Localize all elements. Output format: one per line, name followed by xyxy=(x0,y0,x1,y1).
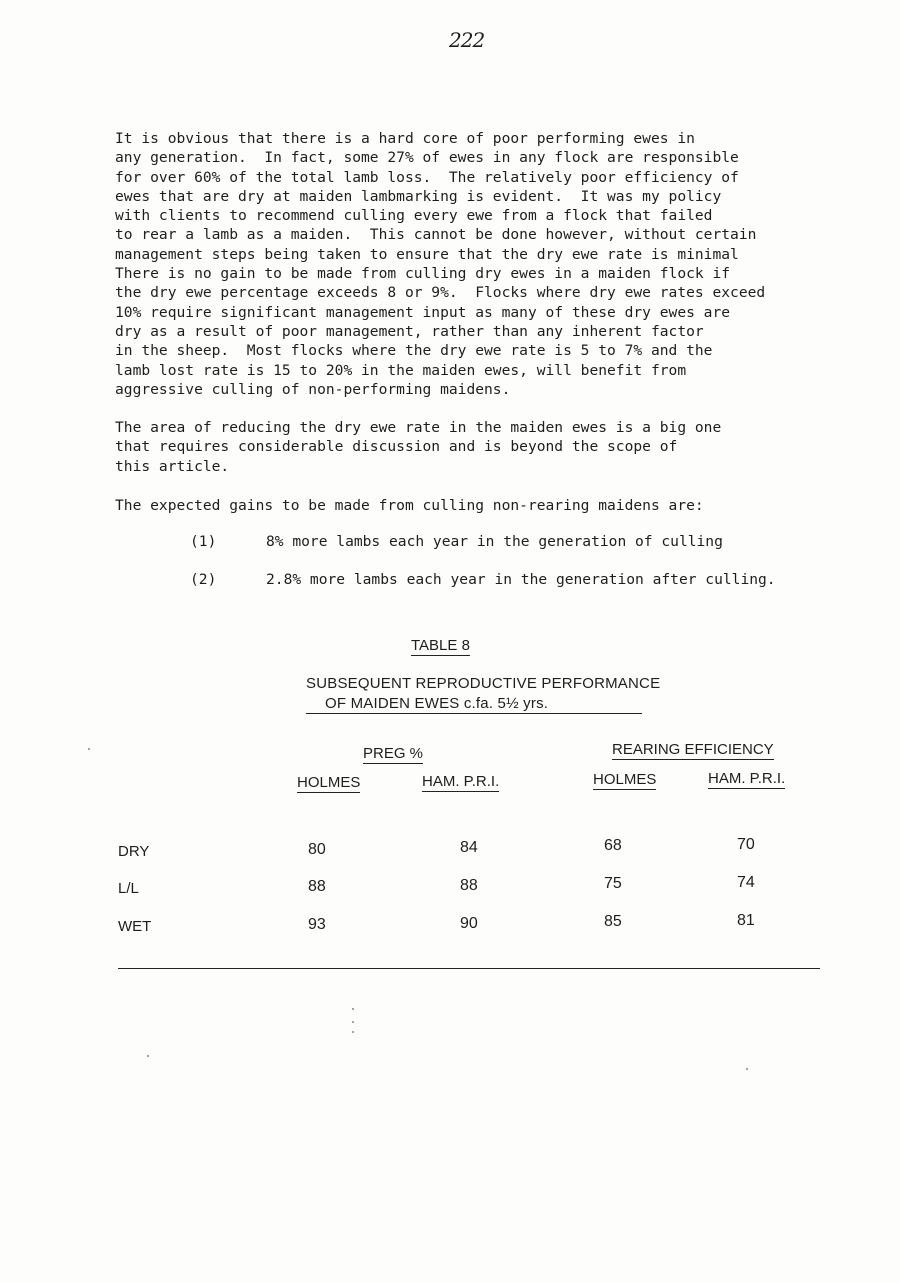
gain-item-text: 2.8% more lambs each year in the generation after culling. xyxy=(266,571,776,588)
row-label-wet: WET xyxy=(118,918,152,935)
table-cell: 88 xyxy=(460,877,478,894)
group-header-rearing: REARING EFFICIENCY xyxy=(612,741,774,758)
row-label-dry: DRY xyxy=(118,843,150,860)
gain-item-number: (2) xyxy=(190,571,217,588)
scan-speck xyxy=(352,1021,354,1023)
table-subtitle-line2: OF MAIDEN EWES c.fa. 5½ yrs. xyxy=(306,695,642,714)
row-label-ll: L/L xyxy=(118,880,139,897)
scan-speck xyxy=(746,1068,748,1070)
table-cell: 81 xyxy=(737,912,755,929)
gain-item-text: 8% more lambs each year in the generation of culling xyxy=(266,533,723,550)
table-bottom-rule xyxy=(118,968,820,969)
column-header-ham-rearing: HAM. P.R.I. xyxy=(708,770,786,787)
group-header-preg: PREG % xyxy=(363,745,424,762)
table-subtitle-line1: SUBSEQUENT REPRODUCTIVE PERFORMANCE xyxy=(306,675,661,692)
column-header-holmes-rearing: HOLMES xyxy=(593,771,657,788)
scan-speck xyxy=(352,1031,354,1033)
page-number: 222 xyxy=(449,28,485,52)
table-cell: 80 xyxy=(308,841,326,858)
table-cell: 90 xyxy=(460,915,478,932)
scan-speck xyxy=(88,748,90,750)
scan-speck xyxy=(352,1008,354,1010)
table-cell: 93 xyxy=(308,916,326,933)
scan-speck xyxy=(147,1055,149,1057)
table-cell: 84 xyxy=(460,839,478,856)
table-cell: 74 xyxy=(737,874,755,891)
gain-item-number: (1) xyxy=(190,533,217,550)
paragraph-expected-gains: The expected gains to be made from culling non-rearing maidens are: xyxy=(115,497,704,514)
table-cell: 68 xyxy=(604,837,622,854)
table-cell: 88 xyxy=(308,878,326,895)
column-header-ham-preg: HAM. P.R.I. xyxy=(422,773,500,790)
table-cell: 75 xyxy=(604,875,622,892)
table-label: TABLE 8 xyxy=(411,637,470,654)
table-cell: 70 xyxy=(737,836,755,853)
paragraph-dry-ewe-rate: The area of reducing the dry ewe rate in the maiden ewes is a big one that requires considerable discussion and is beyond the scope of this article. xyxy=(115,419,722,475)
paragraph-culling-policy: It is obvious that there is a hard core of poor performing ewes in any generation. In fact, some 27% of ewes in any flock are responsible for over 60% of the total lamb loss. The relatively poor efficiency of ewes that are dry at maiden lambmarking is evident. It was my policy with clients to recommend culling every ewe from a flock that failed to rear a lamb as a maiden. This cannot be done however, without certain management steps being taken to ensure that the dry ewe rate is minimal There is no gain to be made from culling dry ewes in a maiden flock if the dry ewe percentage exceeds 8 or 9%. Flocks where dry ewe rates exceed 10% require significant management input as many of these dry ewes are dry as a result of poor management, rather than any inherent factor in the sheep. Most flocks where the dry ewe rate is 5 to 7% and the lamb lost rate is 15 to 20% in the maiden ewes, will benefit from aggressive culling of non-performing maidens. xyxy=(115,130,766,398)
column-header-holmes-preg: HOLMES xyxy=(297,774,361,791)
table-cell: 85 xyxy=(604,913,622,930)
